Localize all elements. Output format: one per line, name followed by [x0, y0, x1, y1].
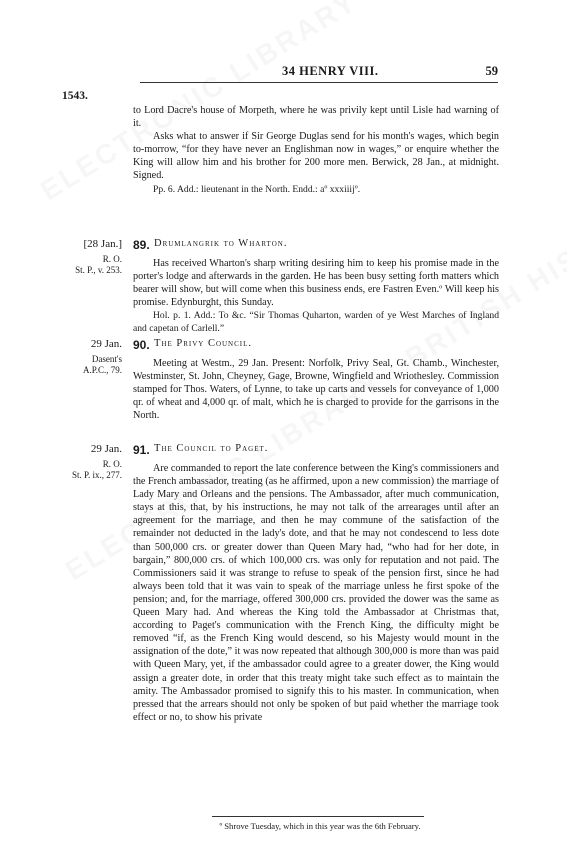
entry-date: [28 Jan.] [83, 238, 122, 250]
entry-body [133, 462, 499, 724]
entry-note: Hol. p. 1. Add.: To &c. “Sir Thomas Quharton, warden of ye West Marches of Ingland and capetan of Carlell.” [133, 310, 499, 335]
entry-paragraph: Meeting at Westm., 29 Jan. Present: Norfolk, Privy Seal, Gt. Chamb., Winchester, Westminster, St. John, Cheyney, Gage, Browne, Wingfield and Wriothesley. Commission stamped for Thos. Waters, of Lynne, to take up carts and vessels for conveyance of 1,000 qr. of wheat and 4,000 qr. of malt, which he is charged to provide for the garrisons in the North. [133, 358, 499, 422]
continuation-paragraph: to Lord Dacre's house of Morpeth, where he was privily kept until Lisle had warning of it. [133, 105, 499, 130]
footnote: º Shrove Tuesday, which in this year was the 6th February. [219, 821, 421, 831]
entry-title: Drumlangrik to Wharton. [154, 238, 288, 249]
header-rule [140, 82, 498, 83]
entry-date: 29 Jan. [90, 443, 122, 455]
entry-body [133, 257, 499, 336]
entry-number: 89. [133, 238, 150, 252]
entry-paragraph: Has received Wharton's sharp writing desiring him to keep his promise made in the porter's lodge and afterwards in the garden. He has been busy setting forth matters which bearer will show, but will come when this business ends, ere Fastren Even.º Will keep his promise. Edynburght, this Sunday. [133, 258, 499, 309]
year-marker: 1543. [62, 90, 88, 102]
entry-source: R. O. St. P. ix., 277. [71, 459, 122, 480]
entry-number: 90. [133, 338, 150, 352]
entry-margin [50, 443, 122, 481]
continuation-paragraph: Asks what to answer if Sir George Duglas send for his month's wages, which begin to-morrow, “for they have never an Englishman now in wages,” or enquire whether the King will allow him and his brother for 200 more men. Berwick, 28 Jan., at midnight. Signed. [133, 131, 499, 182]
entry-source: R. O. St. P., v. 253. [75, 254, 122, 275]
entry-date: 29 Jan. [90, 338, 122, 350]
entry-margin [50, 338, 122, 376]
entry-body [133, 357, 499, 422]
entry-source: Dasent's A.P.C., 79. [82, 354, 122, 375]
entry-paragraph: Are commanded to report the late conference between the King's commissioners and the French ambassador, treating (as he affirmed, upon a new commission) the marriage of Lady Mary and Orleans and the pensions. The Ambassador, after much communication, stays at this, that, by his instructions, he may not talk of the arrearages until after an agreement for the marriage, and then he may commune of the satisfaction of the remainder not deducted in the lady's dote, and that he may not condescend to less dote than 500,000 crs. or greater dower than Queen Mary had, “who had for her dote, in bargain,” 800,000 crs. of which 100,000 crs. was only for reputation and not paid. The Commissioners said it was strange to refuse to speak of the pension first, since he had always been told that it was vain to speak of the marriage unless he first spoke of the pension; and, for the marriage, offered 300,000 crs. provided the dower was the same as Queen Mary had. And whereas the King told the Ambassador at Christmas that, according to Paget's communication with the French King, the difficulty might be removed “if, as the French King would descend, so his Majesty would mount in the assignation of the dote,” it was now repeated that although 300,000 is more than was paid with Queen Mary, yet, if the ambassador could agree to a greater dower, the King would assign a greater dote, in order that this treaty might take such effect as to maintain the amity. The Ambassador promised to signify this to his master. In communication, when pressed that the arrears should not only be spoken of but paid whether the marriage took effect or no, to show his private [133, 463, 499, 723]
entry-title: The Privy Council. [154, 338, 253, 349]
entry-margin [50, 238, 122, 276]
entry-title: The Council to Paget. [154, 443, 269, 454]
running-head [0, 64, 567, 80]
continuation-text [133, 104, 499, 196]
continuation-note: Pp. 6. Add.: lieutenant in the North. Endd.: aº xxxiiijº. [153, 183, 361, 195]
page-number: 59 [485, 64, 498, 78]
running-title: 34 HENRY VIII. [282, 64, 379, 78]
entry-number: 91. [133, 443, 150, 457]
footnote-rule [212, 816, 424, 817]
